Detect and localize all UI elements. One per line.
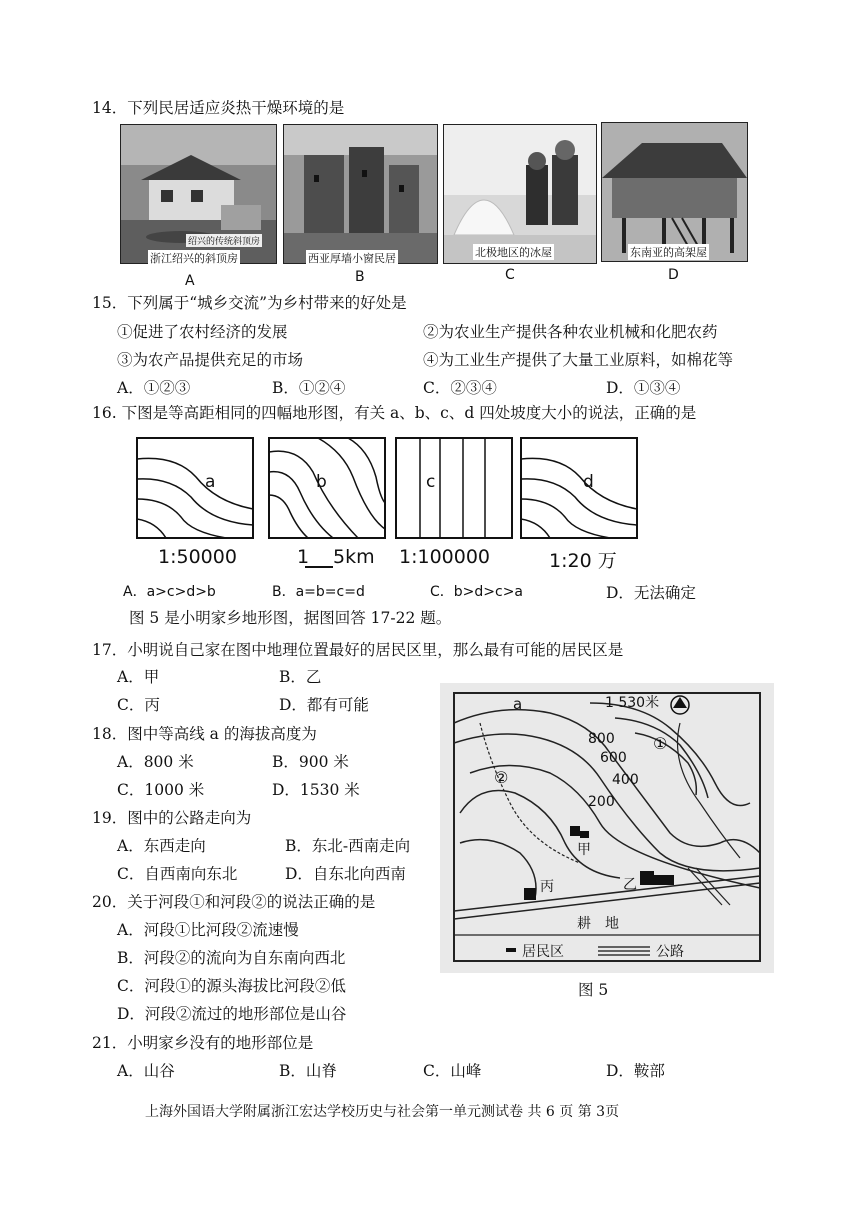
q18-option-a: A．800 米 xyxy=(117,753,194,771)
figure-5-topographic-map xyxy=(440,683,774,973)
q16-option-b: B．a=b=c=d xyxy=(272,584,365,600)
q15-statement-3: ③为农产品提供充足的市场 xyxy=(117,351,304,369)
photo-b-caption: 西亚厚墙小窗民居 xyxy=(308,252,396,265)
contour-line-a-label: a xyxy=(513,695,523,713)
photo-a-caption: 浙江绍兴的斜顶房 xyxy=(150,252,238,265)
photo-c-igloo xyxy=(443,124,597,264)
intro-figure-5: 图 5 是小明家乡地形图，据图回答 17-22 题。 xyxy=(129,609,452,627)
photo-c-caption: 北极地区的冰屋 xyxy=(475,246,552,259)
contour-800-label: 800 xyxy=(588,731,615,747)
q19-stem: 19．图中的公路走向为 xyxy=(92,809,252,827)
q17-stem: 17．小明说自己家在图中地理位置最好的居民区里，那么最有可能的居民区是 xyxy=(92,641,624,659)
scale-d: 1:20 万 xyxy=(549,550,617,572)
photo-c-letter: C xyxy=(505,267,515,283)
q16-option-d: D．无法确定 xyxy=(606,584,696,602)
photo-d-letter: D xyxy=(668,267,679,283)
q21-stem: 21．小明家乡没有的地形部位是 xyxy=(92,1034,314,1052)
scale-b: 5km xyxy=(333,546,375,568)
q17-option-b: B．乙 xyxy=(279,668,322,686)
photo-a-inset-label: 绍兴的传统斜顶房 xyxy=(186,234,262,247)
q20-option-d: D．河段②流过的地形部位是山谷 xyxy=(117,1005,347,1023)
river-segment-2-label: ② xyxy=(494,768,509,787)
q18-stem: 18．图中等高线 a 的海拔高度为 xyxy=(92,725,317,743)
q15-stem: 15．下列属于“城乡交流”为乡村带来的好处是 xyxy=(92,294,407,312)
q17-option-c: C．丙 xyxy=(117,696,160,714)
q15-option-b: B．①②④ xyxy=(272,379,346,397)
q20-stem: 20．关于河段①和河段②的说法正确的是 xyxy=(92,893,376,911)
contour-map-a xyxy=(136,437,254,539)
q18-option-d: D．1530 米 xyxy=(272,781,360,799)
farmland-label: 耕 地 xyxy=(577,916,619,932)
photo-b-thick-wall-house xyxy=(283,124,438,264)
q21-option-d: D．鞍部 xyxy=(606,1062,665,1080)
scale-b-start: 1 xyxy=(297,546,310,568)
q19-option-c: C．自西南向东北 xyxy=(117,865,238,883)
q15-statement-4: ④为工业生产提供了大量工业原料，如棉花等 xyxy=(423,351,734,369)
q19-option-b: B．东北-西南走向 xyxy=(285,837,411,855)
q16-option-c: C．b>d>c>a xyxy=(430,584,524,600)
contour-map-b xyxy=(268,437,386,539)
photo-a-letter: A xyxy=(185,273,195,289)
scale-a: 1:50000 xyxy=(158,546,237,568)
residential-bing-label: 丙 xyxy=(540,879,554,895)
q15-statement-1: ①促进了农村经济的发展 xyxy=(117,323,288,341)
contour-map-c xyxy=(395,437,513,539)
q20-option-b: B．河段②的流向为自东南向西北 xyxy=(117,949,346,967)
photo-d-stilt-house xyxy=(601,122,748,262)
q16-stem: 16. 下图是等高距相同的四幅地形图，有关 a、b、c、d 四处坡度大小的说法，正确的是 xyxy=(92,404,697,422)
q17-option-a: A．甲 xyxy=(117,668,160,686)
q21-option-a: A．山谷 xyxy=(117,1062,175,1080)
contour-600-label: 600 xyxy=(600,750,627,766)
q14-stem: 14．下列民居适应炎热干燥环境的是 xyxy=(92,99,345,117)
q20-option-a: A．河段①比河段②流速慢 xyxy=(117,921,299,939)
photo-d-caption: 东南亚的高架屋 xyxy=(630,246,707,259)
contour-a-label: a xyxy=(205,472,216,492)
q16-option-a: A．a>c>d>b xyxy=(123,584,216,600)
q20-option-c: C．河段①的源头海拔比河段②低 xyxy=(117,977,346,995)
q19-option-d: D．自东北向西南 xyxy=(285,865,406,883)
q21-option-b: B．山脊 xyxy=(279,1062,337,1080)
photo-b-letter: B xyxy=(355,269,365,285)
contour-map-d xyxy=(520,437,638,539)
q18-option-c: C．1000 米 xyxy=(117,781,205,799)
q15-option-c: C．②③④ xyxy=(423,379,497,397)
contour-b-label: b xyxy=(316,472,327,492)
residential-jia-label: 甲 xyxy=(577,842,591,858)
peak-elevation-label: 1 530米 xyxy=(605,695,660,711)
q18-option-b: B．900 米 xyxy=(272,753,349,771)
q15-statement-2: ②为农业生产提供各种农业机械和化肥农药 xyxy=(423,323,718,341)
legend-road-label: 公路 xyxy=(656,944,684,960)
contour-200-label: 200 xyxy=(588,794,615,810)
q15-option-a: A．①②③ xyxy=(117,379,191,397)
q17-option-d: D．都有可能 xyxy=(279,696,369,714)
contour-400-label: 400 xyxy=(612,772,639,788)
scale-c: 1:100000 xyxy=(399,546,491,568)
contour-c-label: c xyxy=(426,472,436,492)
legend-residential-label: 居民区 xyxy=(522,944,564,960)
q19-option-a: A．东西走向 xyxy=(117,837,206,855)
q21-option-c: C．山峰 xyxy=(423,1062,482,1080)
river-segment-1-label: ① xyxy=(653,734,668,753)
q15-option-d: D．①③④ xyxy=(606,379,681,397)
page-footer: 上海外国语大学附属浙江宏达学校历史与社会第一单元测试卷 共 6 页 第 3页 xyxy=(145,1104,620,1120)
residential-yi-label: 乙 xyxy=(623,877,637,893)
contour-d-label: d xyxy=(583,472,594,492)
scale-b-bar xyxy=(305,566,333,568)
figure-5-caption: 图 5 xyxy=(578,981,609,999)
